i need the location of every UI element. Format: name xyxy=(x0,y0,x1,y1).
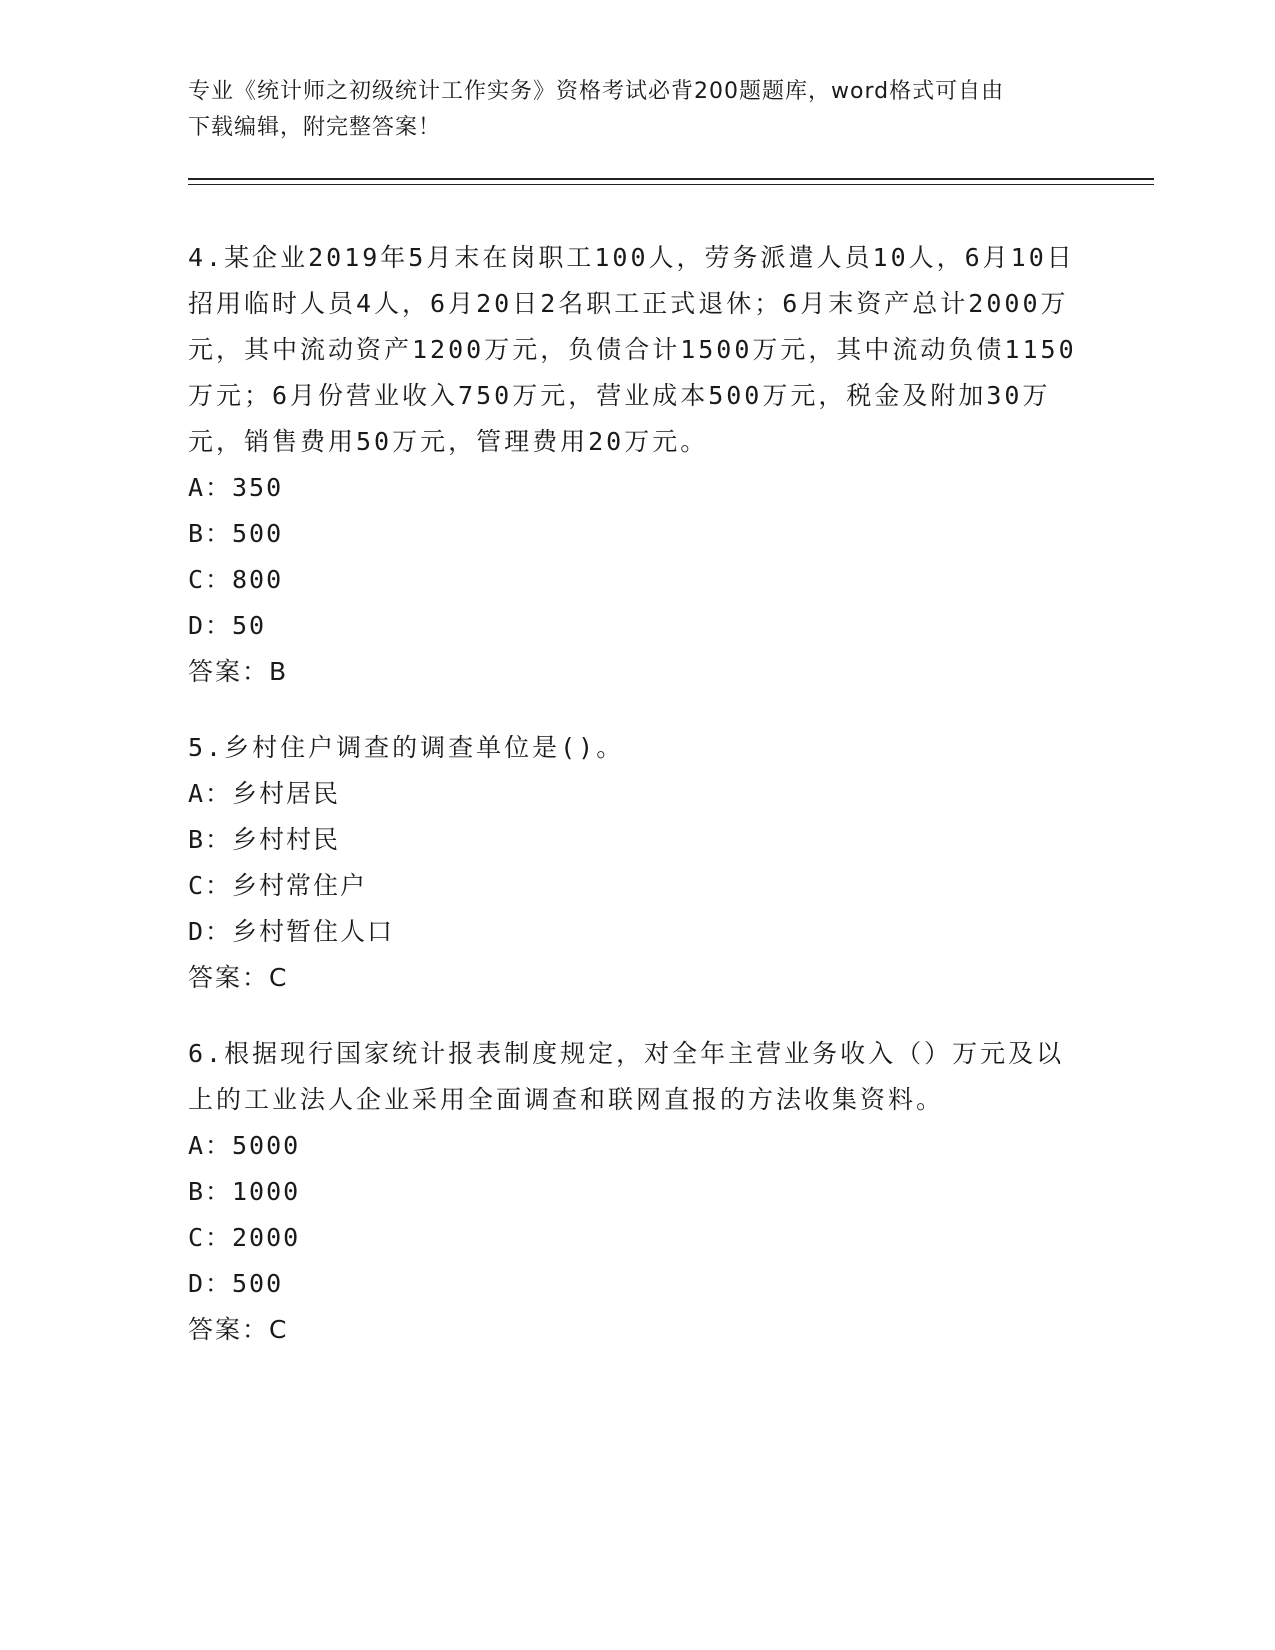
option-key: C： xyxy=(188,871,233,900)
question-list xyxy=(188,235,1088,1383)
question-6 xyxy=(188,1031,1088,1353)
option-value: 500 xyxy=(232,1269,284,1298)
question-text: 4.某企业2019年5月末在岗职工100人，劳务派遣人员10人，6月10日招用临时人员4人，6月20日2名职工正式退休；6月末资产总计2000万元，其中流动资产1200万元，负债合计1500万元，其中流动负债1150万元；6月份营业收入750万元，营业成本500万元，税金及附加30万元，销售费用50万元，管理费用20万元。 xyxy=(188,243,1077,456)
option-value: 500 xyxy=(232,519,284,548)
answer: 答案：B xyxy=(188,657,289,686)
option-d xyxy=(188,1261,1088,1307)
option-value: 350 xyxy=(232,473,284,502)
option-value: 5000 xyxy=(232,1131,301,1160)
option-b xyxy=(188,1169,1088,1215)
option-value: 乡村村民 xyxy=(232,825,341,854)
option-value: 1000 xyxy=(232,1177,301,1206)
option-key: A： xyxy=(188,779,233,808)
question-text: 5.乡村住户调查的调查单位是()。 xyxy=(188,733,625,762)
header-line-2: 下载编辑，附完整答案！ xyxy=(188,115,442,140)
option-key: A： xyxy=(188,1131,233,1160)
header-rule-bottom xyxy=(188,184,1154,185)
option-a xyxy=(188,771,1088,817)
option-key: D： xyxy=(188,1269,233,1298)
option-value: 2000 xyxy=(232,1223,301,1252)
option-c xyxy=(188,557,1088,603)
question-4 xyxy=(188,235,1088,695)
option-value: 50 xyxy=(232,611,267,640)
option-key: B： xyxy=(188,1177,233,1206)
header-line-1: 专业《统计师之初级统计工作实务》资格考试必背200题题库，word格式可自由 xyxy=(188,79,1005,104)
question-text: 6.根据现行国家统计报表制度规定，对全年主营业务收入（）万元及以上的工业法人企业采用全面调查和联网直报的方法收集资料。 xyxy=(188,1039,1065,1114)
option-d xyxy=(188,603,1088,649)
option-key: B： xyxy=(188,519,233,548)
option-b xyxy=(188,511,1088,557)
option-a xyxy=(188,1123,1088,1169)
option-value: 800 xyxy=(232,565,284,594)
question-5 xyxy=(188,725,1088,1001)
option-b xyxy=(188,817,1088,863)
option-c xyxy=(188,1215,1088,1261)
option-key: C： xyxy=(188,565,233,594)
option-value: 乡村居民 xyxy=(232,779,341,808)
option-key: D： xyxy=(188,917,233,946)
option-c xyxy=(188,863,1088,909)
answer: 答案：C xyxy=(188,963,289,992)
option-key: D： xyxy=(188,611,233,640)
document-header xyxy=(188,74,1088,146)
option-value: 乡村常住户 xyxy=(232,871,368,900)
answer: 答案：C xyxy=(188,1315,289,1344)
option-a xyxy=(188,465,1088,511)
option-d xyxy=(188,909,1088,955)
header-rule-top xyxy=(188,178,1154,180)
option-key: C： xyxy=(188,1223,233,1252)
option-value: 乡村暂住人口 xyxy=(232,917,395,946)
option-key: A： xyxy=(188,473,233,502)
option-key: B： xyxy=(188,825,233,854)
